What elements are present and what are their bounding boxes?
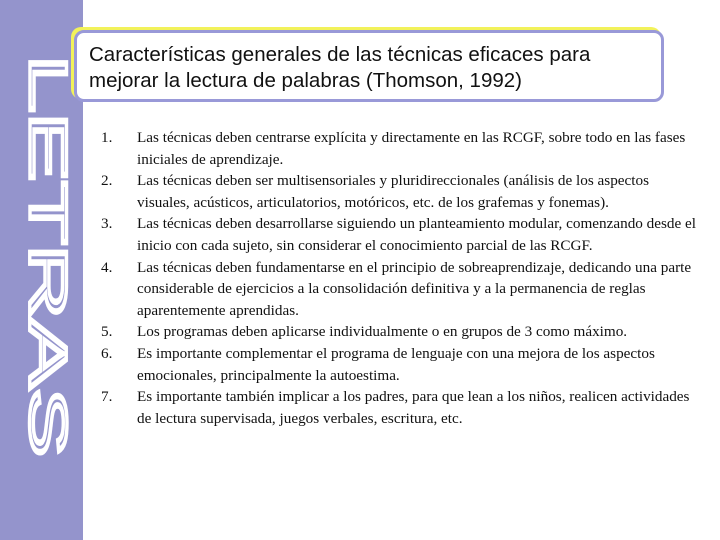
list-item <box>98 213 698 256</box>
item-text: Es importante complementar el programa de lenguaje con una mejora de los aspectos emocionales, principalmente la autoestima. <box>137 344 655 384</box>
page-title: Características generales de las técnicas eficaces para mejorar la lectura de palabras (Thomson, 1992) <box>89 43 591 92</box>
list-item <box>98 127 698 170</box>
top-band <box>83 0 720 30</box>
list-item <box>98 343 698 386</box>
sidebar-word: LETRAS <box>18 55 77 262</box>
item-number: 5. <box>101 323 113 341</box>
sidebar-wordmark <box>0 0 83 540</box>
item-text: Las técnicas deben centrarse explícita y directamente en las RCGF, sobre todo en las fases iniciales de aprendizaje. <box>137 129 686 168</box>
technique-list <box>98 127 698 429</box>
list-item <box>98 257 698 322</box>
sidebar <box>0 0 83 540</box>
list-item <box>98 321 698 343</box>
item-number: 7. <box>101 388 113 406</box>
item-text: Los programas deben aplicarse individualmente o en grupos de 3 como máximo. <box>137 323 628 341</box>
item-number: 2. <box>101 172 113 190</box>
list-item <box>98 170 698 213</box>
list-item <box>98 386 698 429</box>
item-number: 3. <box>101 215 113 233</box>
item-text: Las técnicas deben desarrollarse siguiendo un planteamiento modular, comenzando desde el inicio con cada sujeto, sin considerar el conocimiento parcial de las RCGF. <box>137 215 697 254</box>
title-box <box>74 30 664 102</box>
item-text: Las técnicas deben ser multisensoriales y pluridireccionales (análisis de los aspectos visuales, acústicos, articulatorios, motóricos, etc. de los grafemas y fonemas). <box>137 172 649 211</box>
item-number: 6. <box>101 344 113 362</box>
item-text: Las técnicas deben fundamentarse en el principio de sobreaprendizaje, dedicando una parte considerable de ejercicios a la consolidación definitiva y a la permanencia de reglas aparentemente aprendidas. <box>137 258 692 319</box>
item-text: Es importante también implicar a los padres, para que lean a los niños, realicen actividades de lectura supervisada, juegos verbales, escritura, etc. <box>137 388 690 427</box>
item-number: 4. <box>101 258 113 276</box>
item-number: 1. <box>101 129 113 146</box>
